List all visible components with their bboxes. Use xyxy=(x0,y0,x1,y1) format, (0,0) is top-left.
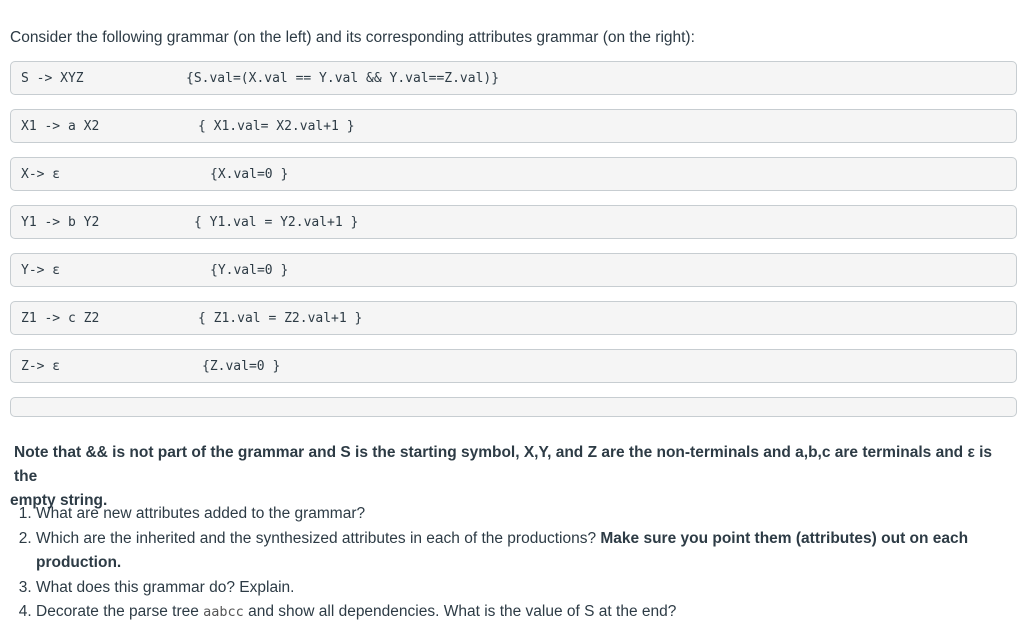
question-item xyxy=(36,576,1024,601)
attribute-text: {S.val=(X.val == Y.val && Y.val==Z.val)} xyxy=(186,71,500,86)
parse-string-code: aabcc xyxy=(203,604,244,620)
rule-box xyxy=(10,349,1017,383)
question-list xyxy=(0,502,1024,625)
question-text: What does this grammar do? Explain. xyxy=(36,578,295,596)
intro-text: Consider the following grammar (on the left) and its corresponding attributes grammar (on the right): xyxy=(10,29,695,46)
rule-box xyxy=(10,205,1017,239)
production-text: Z1 -> c Z2 xyxy=(21,311,100,326)
question-text: and show all dependencies. What is the value of S at the end? xyxy=(243,603,677,620)
note-line: Note that && is not part of the grammar and S is the starting symbol, X,Y, and Z are the non-terminals and a,b,c are terminals and ε is the xyxy=(14,444,993,485)
attribute-text: {Y.val=0 } xyxy=(210,263,289,278)
production-text: Y1 -> b Y2 xyxy=(21,215,100,230)
question-item xyxy=(36,527,1024,576)
rule-box xyxy=(10,301,1017,335)
attribute-text: { X1.val= X2.val+1 } xyxy=(198,119,355,134)
question-text: Which are the inherited and the synthesized attributes in each of the productions? xyxy=(36,529,601,547)
empty-box xyxy=(10,397,1017,417)
attribute-text: {Z.val=0 } xyxy=(202,359,281,374)
production-text: X1 -> a X2 xyxy=(21,119,100,134)
rule-box xyxy=(10,109,1017,143)
production-text: S -> XYZ xyxy=(21,71,84,86)
note-line: empty string. xyxy=(10,492,108,509)
production-text: X-> ε xyxy=(21,167,61,182)
rule-box xyxy=(10,253,1017,287)
grammar-rules xyxy=(10,61,1017,417)
production-text: Z-> ε xyxy=(21,359,61,374)
question-text: What are new attributes added to the grammar? xyxy=(36,505,366,522)
question-item xyxy=(36,600,1024,625)
rule-box xyxy=(10,61,1017,95)
attribute-text: {X.val=0 } xyxy=(210,167,289,182)
question-text: Decorate the parse tree xyxy=(36,603,204,620)
production-text: Y-> ε xyxy=(21,263,61,278)
question-emphasis: Make sure you point them (attributes) out on each production. xyxy=(36,529,969,571)
attribute-text: { Y1.val = Y2.val+1 } xyxy=(194,215,359,230)
attribute-text: { Z1.val = Z2.val+1 } xyxy=(198,311,363,326)
rule-box xyxy=(10,157,1017,191)
question-item xyxy=(36,502,1024,527)
